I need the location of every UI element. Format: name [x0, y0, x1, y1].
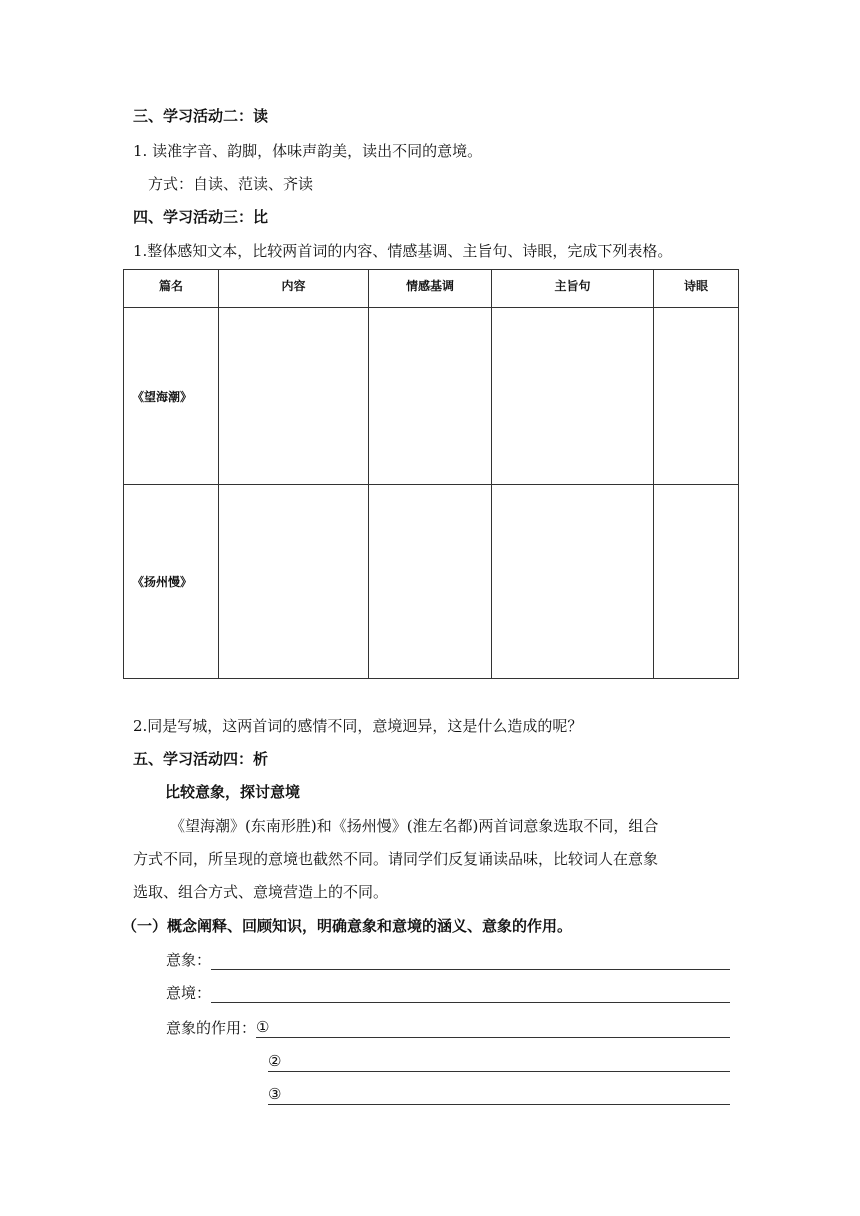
function-label: 意象的作用：: [166, 1019, 257, 1037]
header-title: 篇名: [124, 270, 219, 308]
function-field-3: [268, 1084, 730, 1105]
header-emotion: 情感基调: [369, 270, 492, 308]
section4-heading: 四、学习活动三：比: [133, 208, 269, 226]
section3-heading: 三、学习活动二：读: [133, 107, 269, 125]
section4-item2: 2.同是写城，这两首词的感情不同，意境迥异，这是什么造成的呢？: [133, 717, 583, 735]
row-title-yangzhouman: 《扬州慢》: [124, 485, 219, 679]
function-answer-line-3[interactable]: [281, 1086, 730, 1105]
imagery-label: 意象：: [166, 951, 212, 969]
artistic-conception-answer-line[interactable]: [211, 984, 730, 1003]
function-field-2: [268, 1051, 730, 1072]
part1-heading: （一）概念阐释、回顾知识，明确意象和意境的涵义、意象的作用。: [122, 917, 573, 935]
table-header-row: [124, 270, 739, 308]
function-mark-2: ②: [268, 1052, 282, 1070]
table-cell[interactable]: [654, 485, 739, 679]
function-mark-3: ③: [268, 1085, 282, 1103]
function-field-1: [166, 1017, 730, 1038]
section3-item1: 1. 读准字音、韵脚，体味声韵美，读出不同的意境。: [133, 142, 483, 160]
table-row: [124, 485, 739, 679]
table-cell[interactable]: [369, 308, 492, 485]
paragraph-line-3: 选取、组合方式、意境营造上的不同。: [133, 883, 389, 901]
table-cell[interactable]: [219, 308, 369, 485]
table-cell[interactable]: [369, 485, 492, 679]
function-answer-line-2[interactable]: [281, 1053, 730, 1072]
paragraph-line-2: 方式不同，所呈现的意境也截然不同。请同学们反复诵读品味，比较词人在意象: [133, 850, 659, 868]
header-theme-sentence: 主旨句: [492, 270, 654, 308]
artistic-conception-field: [166, 983, 730, 1003]
header-poem-eye: 诗眼: [654, 270, 739, 308]
header-content: 内容: [219, 270, 369, 308]
imagery-answer-line[interactable]: [211, 951, 730, 970]
imagery-field: [166, 950, 730, 970]
table-cell[interactable]: [219, 485, 369, 679]
paragraph-line-1: 《望海潮》(东南形胜)和《扬州慢》(淮左名都)两首词意象选取不同，组合: [170, 817, 659, 835]
function-mark-1: ①: [256, 1018, 270, 1036]
table-cell[interactable]: [492, 485, 654, 679]
section3-method: 方式：自读、范读、齐读: [148, 175, 314, 193]
artistic-conception-label: 意境：: [166, 984, 212, 1002]
comparison-table: [123, 269, 739, 679]
table-cell[interactable]: [492, 308, 654, 485]
table-cell[interactable]: [654, 308, 739, 485]
table-row: [124, 308, 739, 485]
function-answer-line-1[interactable]: [269, 1019, 730, 1038]
row-title-wanghaichao: 《望海潮》: [124, 308, 219, 485]
section5-subheading: 比较意象，探讨意境: [165, 783, 301, 801]
section5-heading: 五、学习活动四：析: [133, 750, 269, 768]
section4-item1: 1.整体感知文本，比较两首词的内容、情感基调、主旨句、诗眼，完成下列表格。: [133, 242, 673, 260]
